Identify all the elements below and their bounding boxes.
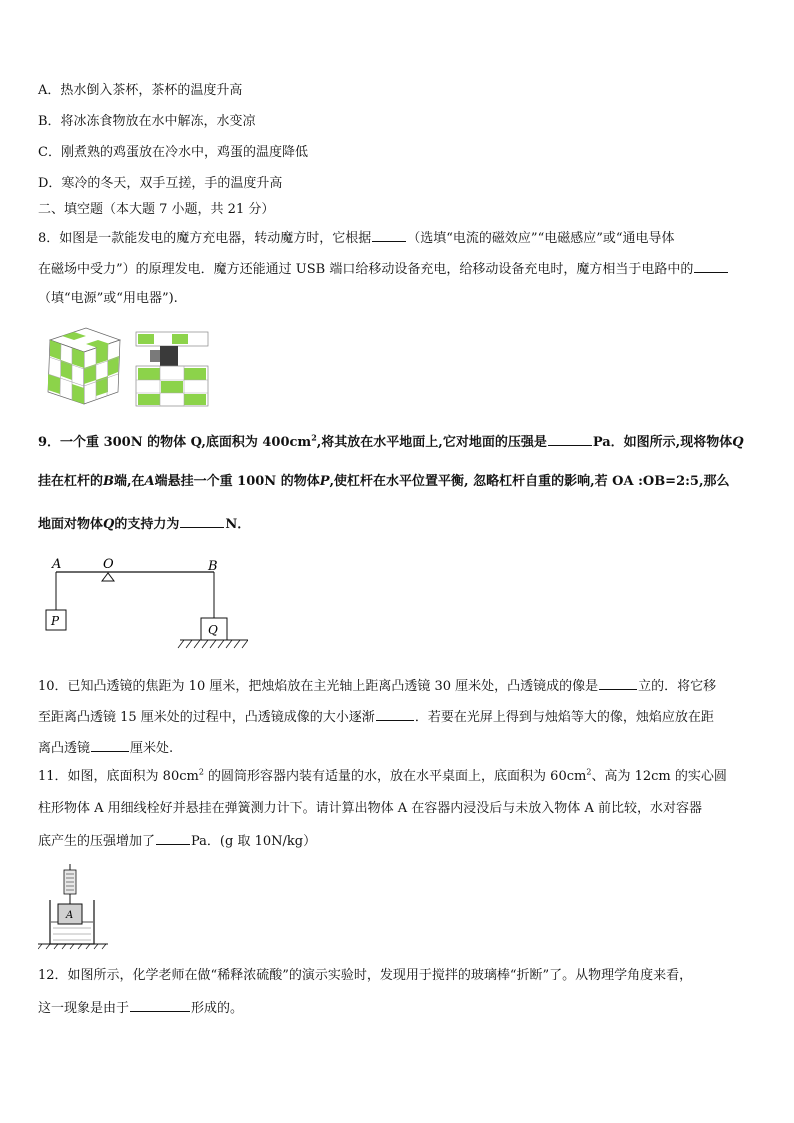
label-o: O [103, 557, 114, 572]
option-b: B．将冰冻食物放在水中解冻，水变凉 [38, 114, 256, 129]
answer-blank [180, 514, 224, 528]
fulcrum [102, 573, 114, 581]
spring-scale-container-figure [38, 864, 114, 950]
q10-line1: 10．已知凸透镜的焦距为 10 厘米，把烛焰放在主光轴上距离凸透镜 30 厘米处，凸透镜成的像是 立的．将它移 [38, 676, 716, 696]
answer-blank [599, 676, 637, 690]
q9-line3: 地面对物体Q的支持力为 N． [38, 514, 250, 534]
answer-blank [548, 432, 592, 446]
rubiks-cube-charger-figure [38, 322, 218, 412]
q12-line2: 这一现象是由于 形成的。 [38, 998, 243, 1018]
label-q: Q [208, 623, 218, 637]
option-d: D．寒冷的冬天，双手互搓，手的温度升高 [38, 176, 283, 191]
label-p: P [51, 614, 60, 628]
q11-line3: 底产生的压强增加了 Pa．(g 取 10N/kg） [38, 831, 316, 851]
answer-blank [376, 707, 414, 721]
q8-line1: 8．如图是一款能发电的魔方充电器，转动魔方时，它根据 （选填“电流的磁效应”“电磁感应”或“通电导体 [38, 228, 675, 248]
q10-line3: 离凸透镜 厘米处. [38, 738, 173, 758]
q9-line1: 9．一个重 300N 的物体 Q,底面积为 $400cm^2$,将其放在水平地面上,它对地面的压强是 Pa．如图所示,现将物体Q [38, 432, 744, 450]
answer-blank [91, 738, 129, 752]
label-object-a: A [66, 910, 74, 921]
q10-line2: 至距离凸透镜 15 厘米处的过程中，凸透镜成像的大小逐渐 ．若要在光屏上得到与烛焰等大的像，烛焰应放在距 [38, 707, 714, 727]
q12-line1: 12．如图所示，化学老师在做“稀释浓硫酸”的演示实验时，发现用于搅拌的玻璃棒“折断”了。从物理学角度来看， [38, 968, 693, 983]
cube-image-2 [136, 332, 208, 406]
option-a: A．热水倒入茶杯，茶杯的温度升高 [38, 83, 243, 98]
q11-line1: 11．如图，底面积为 $80cm^2$ 的圆筒形容器内装有适量的水，放在水平桌面上，底面积为 $60cm^2$、高为 12cm 的实心圆 [38, 767, 727, 784]
q11-line2: 柱形物体 A 用细线栓好并悬挂在弹簧测力计下。请计算出物体 A 在容器内浸没后与未放入物体 A 前比较，水对容器 [38, 801, 702, 816]
answer-blank [130, 998, 190, 1012]
ground-hatch [178, 640, 248, 648]
answer-blank [156, 831, 190, 845]
label-a: A [52, 557, 62, 572]
label-b: B [208, 559, 218, 574]
q8-line2: 在磁场中受力”）的原理发电．魔方还能通过 USB 端口给移动设备充电，给移动设备充电时，魔方相当于电路中的 [38, 259, 729, 279]
cube-image-1 [48, 328, 120, 404]
q8-line3: （填“电源”或“用电器”). [38, 291, 178, 306]
section-header: 二、填空题（本大题 7 小题，共 21 分） [38, 202, 275, 217]
answer-blank [694, 259, 728, 273]
answer-blank [372, 228, 406, 242]
lever-figure [38, 554, 248, 664]
q9-line2: 挂在杠杆的B端,在A端悬挂一个重 100N 的物体P,使杠杆在水平位置平衡, 忽略杠杆自重的影响,若 OA :OB=2:5,那么 [38, 474, 730, 489]
option-c: C．刚煮熟的鸡蛋放在冷水中，鸡蛋的温度降低 [38, 145, 308, 160]
